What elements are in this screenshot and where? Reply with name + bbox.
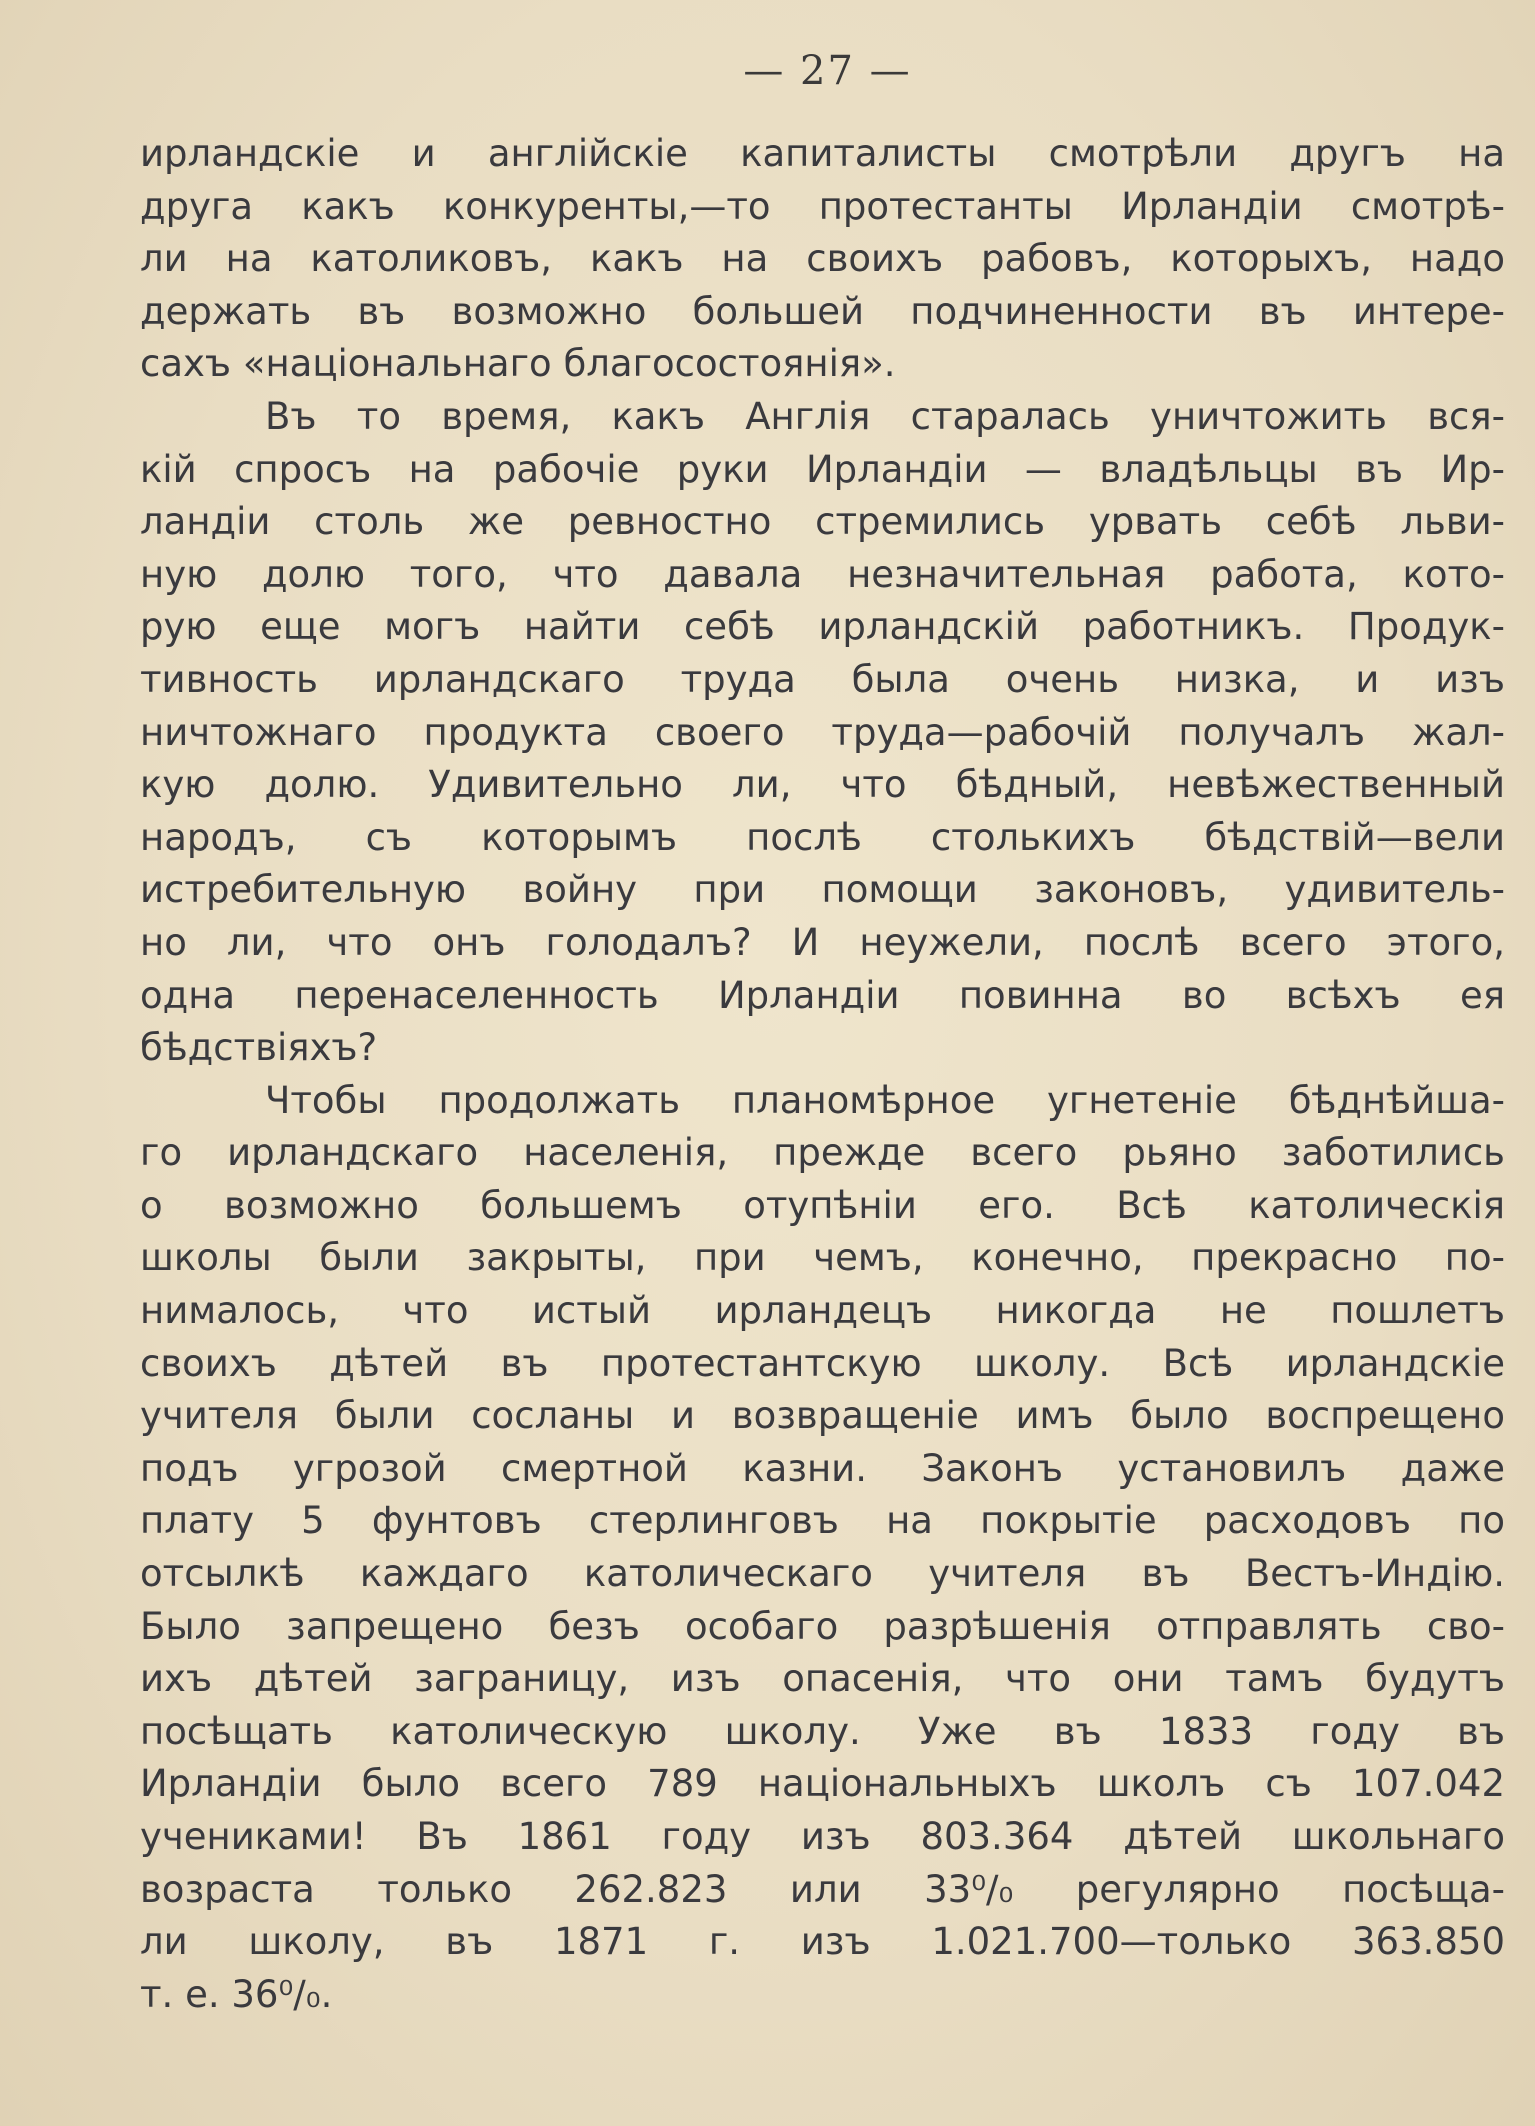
text-line: тивность ирландскаго труда была очень низка, и изъ — [140, 657, 1505, 701]
text-line: Ирландіи было всего 789 національныхъ школъ съ 107.042 — [140, 1762, 1505, 1806]
text-line: ную долю того, что давала незначительная работа, кото- — [140, 552, 1505, 596]
text-line: сахъ «національнаго благосостоянія». — [140, 342, 896, 386]
paragraph-start-line: Въ то время, какъ Англія старалась уничтожить вся- — [265, 394, 1505, 438]
text-line: ли школу, въ 1871 г. изъ 1.021.700—только 363.850 — [140, 1920, 1505, 1964]
text-line: ландіи столь же ревностно стремились урвать себѣ льви- — [140, 500, 1505, 544]
text-line: о возможно большемъ отупѣніи его. Всѣ католическія — [140, 1183, 1505, 1227]
text-line: ихъ дѣтей заграницу, изъ опасенія, что они тамъ будутъ — [140, 1657, 1505, 1701]
text-line: школы были закрыты, при чемъ, конечно, прекрасно по- — [140, 1236, 1505, 1280]
page-number: — 27 — — [743, 48, 912, 94]
text-line: рую еще могъ найти себѣ ирландскій работникъ. Продук- — [140, 605, 1505, 649]
text-line: ли на католиковъ, какъ на своихъ рабовъ, которыхъ, надо — [140, 237, 1505, 281]
body-text — [140, 128, 1505, 2021]
text-line: но ли, что онъ голодалъ? И неужели, послѣ всего этого, — [140, 920, 1505, 964]
text-line: кій спросъ на рабочіе руки Ирландіи — владѣльцы въ Ир- — [140, 447, 1505, 491]
text-line: го ирландскаго населенія, прежде всего рьяно заботились — [140, 1131, 1505, 1175]
text-line: нималось, что истый ирландецъ никогда не пошлетъ — [140, 1289, 1505, 1333]
text-line: отсылкѣ каждаго католическаго учителя въ Вестъ-Индію. — [140, 1552, 1505, 1596]
text-line: друга какъ конкуренты,—то протестанты Ирландіи смотрѣ- — [140, 184, 1505, 228]
text-line: ирландскіе и англійскіе капиталисты смотрѣли другъ на — [140, 132, 1505, 175]
text-line: т. е. 36⁰/₀. — [140, 1972, 333, 2016]
text-line: ничтожнаго продукта своего труда—рабочій получалъ жал- — [140, 710, 1505, 754]
paragraph-start-line: Чтобы продолжать планомѣрное угнетеніе бѣднѣйша- — [265, 1078, 1505, 1122]
text-line: посѣщать католическую школу. Уже въ 1833 году въ — [140, 1709, 1505, 1753]
text-line: учителя были сосланы и возвращеніе имъ было воспрещено — [140, 1394, 1505, 1438]
text-line: своихъ дѣтей въ протестантскую школу. Всѣ ирландскіе — [140, 1341, 1505, 1385]
text-line: одна перенаселенность Ирландіи повинна во всѣхъ ея — [140, 973, 1505, 1017]
text-line: учениками! Въ 1861 году изъ 803.364 дѣтей школьнаго — [140, 1815, 1505, 1858]
text-line: подъ угрозой смертной казни. Законъ установилъ даже — [140, 1446, 1505, 1490]
text-line: Было запрещено безъ особаго разрѣшенія отправлять сво- — [140, 1604, 1505, 1648]
text-line: истребительную войну при помощи законовъ, удивитель- — [140, 868, 1505, 912]
text-line: кую долю. Удивительно ли, что бѣдный, невѣжественный — [140, 763, 1505, 807]
text-line: бѣдствіяхъ? — [140, 1026, 378, 1070]
text-line: плату 5 фунтовъ стерлинговъ на покрытіе расходовъ по — [140, 1499, 1505, 1543]
text-line: держать въ возможно большей подчиненности въ интере- — [140, 289, 1505, 333]
text-line: народъ, съ которымъ послѣ столькихъ бѣдствій—вели — [140, 815, 1505, 859]
text-line: возраста только 262.823 или 33⁰/₀ регулярно посѣща- — [140, 1867, 1505, 1911]
